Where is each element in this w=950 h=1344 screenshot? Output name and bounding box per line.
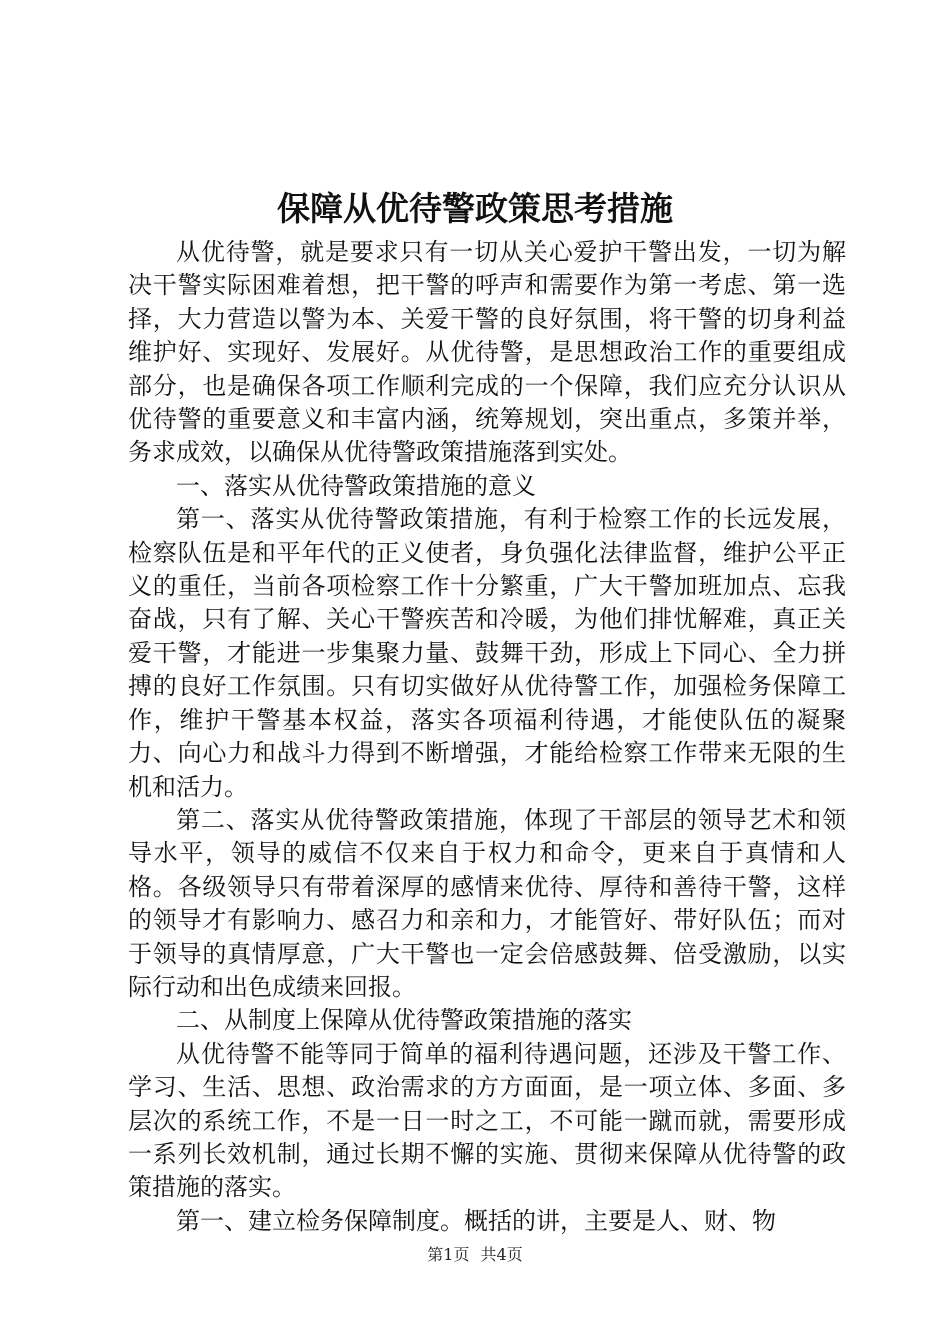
paragraph-significance-2: 第二、落实从优待警政策措施，体现了干部层的领导艺术和领导水平，领导的威信不仅来自于权力和命令，更来自于真情和人格。各级领导只有带着深厚的感情来优待、厚待和善待干警，这样的领导才有影响力、感召力和亲和力，才能管好、带好队伍；而对于领导的真情厚意，广大干警也一定会倍感鼓舞、倍受激励，以实际行动和出色成绩来回报。 [128, 805, 846, 1001]
page-total: 共4页 [480, 1245, 523, 1264]
paragraph-significance-1: 第一、落实从优待警政策措施，有利于检察工作的长远发展，检察队伍是和平年代的正义使者，身负强化法律监督，维护公平正义的重任，当前各项检察工作十分繁重，广大干警加班加点、忘我奋战，只有了解、关心干警疾苦和冷暖，为他们排忧解难，真正关爱干警，才能进一步集聚力量、鼓舞干劲，形成上下同心、全力拼搏的良好工作氛围。只有切实做好从优待警工作，加强检务保障工作，维护干警基本权益，落实各项福利待遇，才能使队伍的凝聚力、向心力和战斗力得到不断增强，才能给检察工作带来无限的生机和活力。 [128, 505, 846, 801]
paragraph-guarantee-system: 第一、建立检务保障制度。概括的讲，主要是人、财、物 [176, 1206, 776, 1235]
paragraph-intro: 从优待警，就是要求只有一切从关心爱护干警出发，一切为解决干警实际困难着想，把干警的呼声和需要作为第一考虑、第一选择，大力营造以警为本、关爱干警的良好氛围，将干警的切身利益维护好、实现好、发展好。从优待警，是思想政治工作的重要组成部分，也是确保各项工作顺利完成的一个保障，我们应充分认识从优待警的重要意义和丰富内涵，统筹规划，突出重点，多策并举，务求成效，以确保从优待警政策措施落到实处。 [128, 238, 846, 467]
page-footer [0, 1244, 950, 1266]
section-heading-2: 二、从制度上保障从优待警政策措施的落实 [176, 1006, 632, 1035]
document-body [128, 236, 846, 1238]
document-title: 保障从优待警政策思考措施 [277, 189, 673, 228]
section-heading-1: 一、落实从优待警政策措施的意义 [176, 471, 536, 500]
paragraph-institutional: 从优待警不能等同于简单的福利待遇问题，还涉及干警工作、学习、生活、思想、政治需求的方方面面，是一项立体、多面、多层次的系统工作，不是一日一时之工，不可能一蹴而就，需要形成一系列长效机制，通过长期不懈的实施、贯彻来保障从优待警的政策措施的落实。 [128, 1039, 846, 1202]
page-number: 第1页 [427, 1245, 470, 1264]
